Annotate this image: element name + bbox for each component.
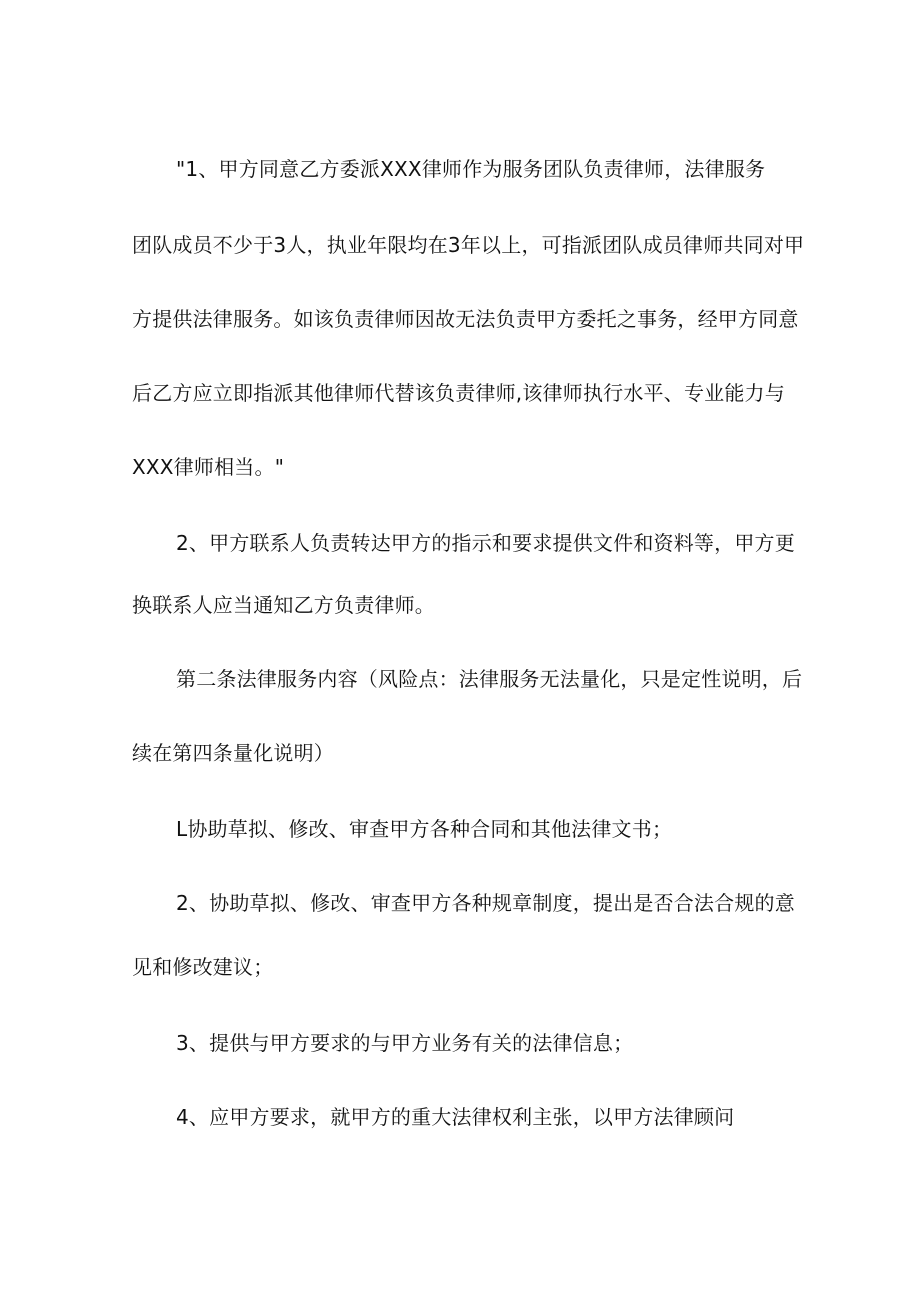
paragraph-1-line-5: XXX律师相当。" (132, 455, 285, 479)
list-item-3: 3、提供与甲方要求的与甲方业务有关的法律信息； (176, 1031, 634, 1055)
list-item-2-line-2: 见和修改建议； (132, 955, 274, 979)
paragraph-2-line-2: 换联系人应当通知乙方负责律师。 (132, 593, 435, 617)
section-heading-line-2: 续在第四条量化说明） (132, 741, 334, 765)
list-item-2-line-1: 2、协助草拟、修改、审查甲方各种规章制度，提出是否合法合规的意 (176, 891, 795, 915)
list-item-4: 4、应甲方要求，就甲方的重大法律权利主张，以甲方法律顾问 (176, 1105, 735, 1129)
list-item-1: L协助草拟、修改、审查甲方各种合同和其他法律文书； (176, 817, 673, 841)
paragraph-1-line-3: 方提供法律服务。如该负责律师因故无法负责甲方委托之事务，经甲方同意 (132, 307, 799, 331)
paragraph-2-line-1: 2、甲方联系人负责转达甲方的指示和要求提供文件和资料等，甲方更 (176, 531, 795, 555)
paragraph-1-line-2: 团队成员不少于3人，执业年限均在3年以上，可指派团队成员律师共同对甲 (132, 233, 805, 257)
paragraph-1-line-4: 后乙方应立即指派其他律师代替该负责律师,该律师执行水平、专业能力与 (132, 381, 785, 405)
paragraph-1-line-1: "1、甲方同意乙方委派XXX律师作为服务团队负责律师，法律服务 (176, 157, 766, 181)
section-heading-line-1: 第二条法律服务内容（风险点：法律服务无法量化，只是定性说明，后 (176, 667, 803, 691)
